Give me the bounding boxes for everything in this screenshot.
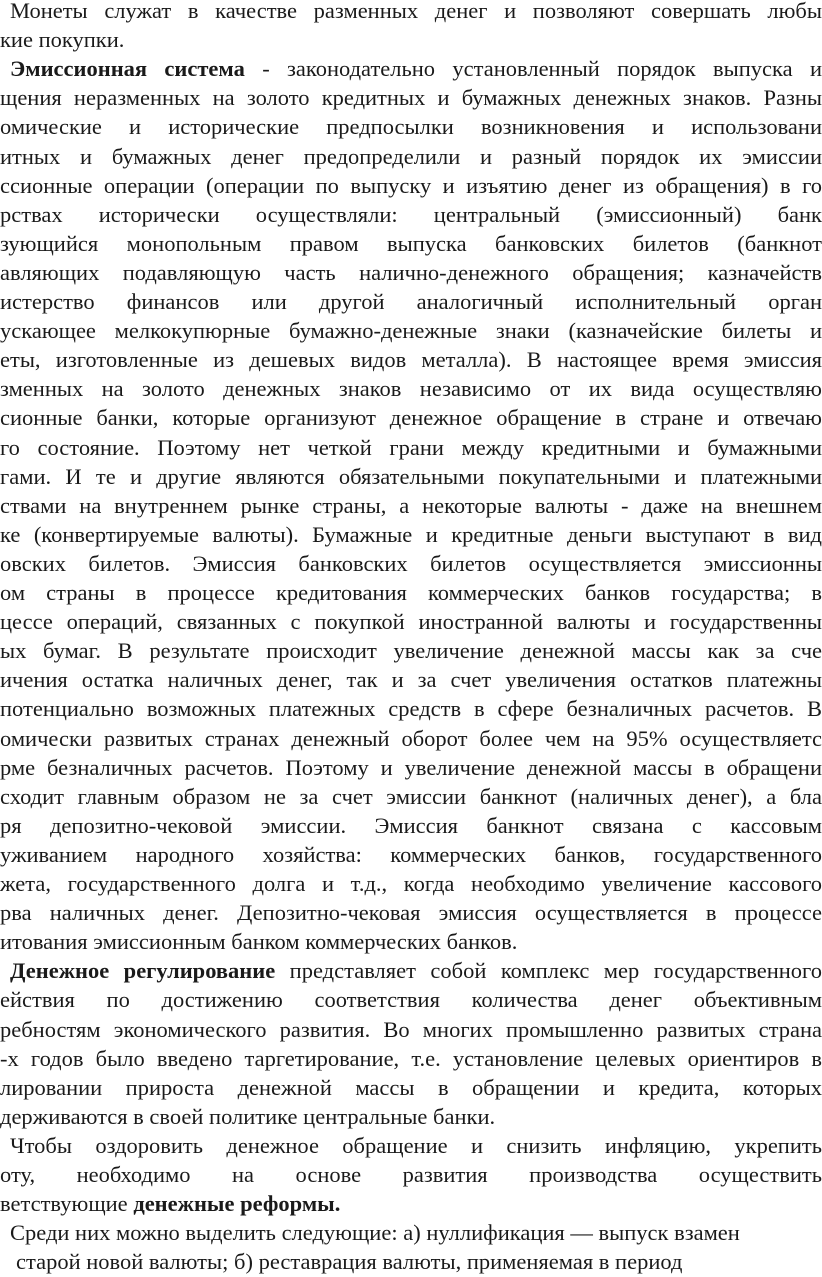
- text-line: [0, 83, 822, 113]
- text-line: [0, 927, 822, 957]
- text-segment: щения неразменных на золото кредитных и бумажных денежных знаков. Разны: [0, 85, 822, 111]
- text-segment: ействия по достижению соответствия количества денег объективным: [0, 987, 822, 1013]
- text-segment: лировании прироста денежной массы в обращении и кредита, которых: [0, 1074, 822, 1100]
- text-line: [0, 374, 822, 404]
- text-line: [0, 229, 822, 259]
- text-segment: истерство финансов или другой аналогичный исполнительный орган: [0, 289, 822, 314]
- text-line: [0, 869, 822, 899]
- text-segment: зующийся монопольным правом выпуска банковских билетов (банкнот: [0, 230, 822, 256]
- text-segment: рствах исторически осуществляли: центральный (эмиссионный) банк: [0, 201, 822, 227]
- text-line: [0, 985, 822, 1015]
- text-line: [0, 1015, 822, 1045]
- text-segment: Среди них можно выделить следующие: а) нуллификация — выпуск взамен: [10, 1220, 740, 1246]
- text-segment: еты, изготовленные из дешевых видов металла). В настоящее время эмиссия: [0, 347, 822, 373]
- text-line: [0, 258, 822, 288]
- text-segment: потенциально возможных платежных средств в сфере безналичных расчетов. В: [0, 696, 822, 722]
- text-segment: ребностям экономического развития. Во многих промышленно развитых страна: [0, 1016, 822, 1042]
- text-segment: ссионные операции (операции по выпуску и изъятию денег из обращения) в го: [0, 172, 822, 198]
- text-segment: старой новой валюты; б) реставрация валюты, применяемая в период: [16, 1249, 683, 1275]
- text-line: [0, 520, 822, 550]
- text-line: [0, 782, 822, 812]
- text-line: [0, 200, 822, 230]
- text-segment: -х годов было введено таргетирование, т.е. установление целевых ориентиров в: [0, 1045, 822, 1071]
- text-line: [0, 724, 822, 754]
- text-line: [0, 1102, 822, 1132]
- text-segment: ускающее мелкокупюрные бумажно-денежные знаки (казначейские билеты и: [0, 318, 822, 344]
- text-segment: ичения остатка наличных денег, так и за счет увеличения остатков платежны: [0, 667, 822, 693]
- text-line: [0, 636, 822, 666]
- text-segment: зменных на золото денежных знаков независимо от их вида осуществляю: [0, 376, 822, 402]
- text-line: [0, 1044, 822, 1074]
- text-segment: кие покупки.: [0, 27, 125, 53]
- text-segment: омически развитых странах денежный оборот более чем на 95% осуществляетс: [0, 725, 822, 751]
- text-segment: - законодательно установленный порядок выпуска и: [244, 56, 822, 82]
- text-line: [10, 54, 822, 84]
- text-segment: представляет собой комплекс мер государственного: [275, 958, 822, 984]
- text-segment: овских билетов. Эмиссия банковских билетов осуществляется эмиссионны: [0, 550, 822, 576]
- text-segment: омические и исторические предпосылки возникновения и использовани: [0, 114, 822, 140]
- text-line: [0, 462, 822, 492]
- text-segment: ке (конвертируемые валюты). Бумажные и кредитные деньги выступают в вид: [0, 521, 822, 547]
- text-segment: итных и бумажных денег предопределили и разный порядок их эмиссии: [0, 143, 822, 169]
- text-line: [0, 25, 822, 55]
- text-line: [0, 1073, 822, 1103]
- text-segment: держиваются в своей политике центральные банки.: [0, 1103, 496, 1129]
- text-segment: сионные банки, которые организуют денежное обращение в стране и отвечаю: [0, 405, 822, 431]
- text-segment: сходит главным образом не за счет эмиссии банкнот (наличных денег), а бла: [0, 783, 822, 809]
- text-segment: Чтобы оздоровить денежное обращение и снизить инфляцию, укрепить: [10, 1132, 822, 1158]
- text-line: [0, 345, 822, 375]
- text-line: [0, 1189, 822, 1219]
- text-segment: ветствующие: [0, 1191, 134, 1217]
- text-line: [0, 112, 822, 142]
- text-segment: ом страны в процессе кредитования коммерческих банков государства; в: [0, 580, 822, 605]
- text-line: [16, 1247, 822, 1277]
- bold-term: Эмиссионная система: [10, 56, 245, 82]
- text-line: [10, 0, 822, 26]
- text-line: [0, 898, 822, 928]
- text-line: [0, 607, 822, 637]
- text-segment: рва наличных денег. Депозитно-чековая эмиссия осуществляется в процессе: [0, 900, 822, 926]
- text-segment: жета, государственного долга и т.д., когда необходимо увеличение кассового: [0, 871, 822, 896]
- text-line: [0, 316, 822, 346]
- text-segment: авляющих подавляющую часть налично-денежного обращения; казначейств: [0, 259, 822, 285]
- bold-term: денежные реформы.: [133, 1191, 341, 1217]
- text-line: [0, 811, 822, 841]
- text-line: [0, 665, 822, 695]
- text-line: [0, 287, 822, 317]
- text-segment: гами. И те и другие являются обязательными покупательными и платежными: [0, 463, 822, 489]
- text-line: [0, 840, 822, 870]
- text-segment: Монеты служат в качестве разменных денег и позволяют совершать любы: [10, 0, 822, 23]
- text-line: [10, 956, 822, 986]
- text-segment: рме безналичных расчетов. Поэтому и увеличение денежной массы в обращени: [0, 754, 822, 780]
- text-segment: итования эмиссионным банком коммерческих банков.: [0, 929, 518, 955]
- text-line: [0, 142, 822, 172]
- text-line: [0, 433, 822, 463]
- text-line: [0, 491, 822, 521]
- text-line: [0, 578, 822, 608]
- text-line: [10, 1218, 822, 1248]
- text-line: [0, 549, 822, 579]
- text-segment: уживанием народного хозяйства: коммерческих банков, государственного: [0, 841, 822, 867]
- text-line: [0, 403, 822, 433]
- text-segment: цессе операций, связанных с покупкой иностранной валюты и государственны: [0, 609, 822, 635]
- text-segment: ря депозитно-чековой эмиссии. Эмиссия банкнот связана с кассовым: [0, 812, 822, 838]
- text-segment: оту, необходимо на основе развития производства осуществить: [0, 1162, 822, 1187]
- text-segment: ствами на внутреннем рынке страны, а некоторые валюты - даже на внешнем: [0, 492, 822, 518]
- text-segment: ых бумаг. В результате происходит увеличение денежной массы как за сче: [0, 638, 822, 664]
- text-line: [0, 694, 822, 724]
- text-line: [10, 1131, 822, 1161]
- text-line: [0, 1160, 822, 1190]
- bold-term: Денежное регулирование: [10, 958, 276, 984]
- text-line: [0, 171, 822, 201]
- text-line: [0, 753, 822, 783]
- text-segment: го состояние. Поэтому нет четкой грани между кредитными и бумажными: [0, 434, 822, 460]
